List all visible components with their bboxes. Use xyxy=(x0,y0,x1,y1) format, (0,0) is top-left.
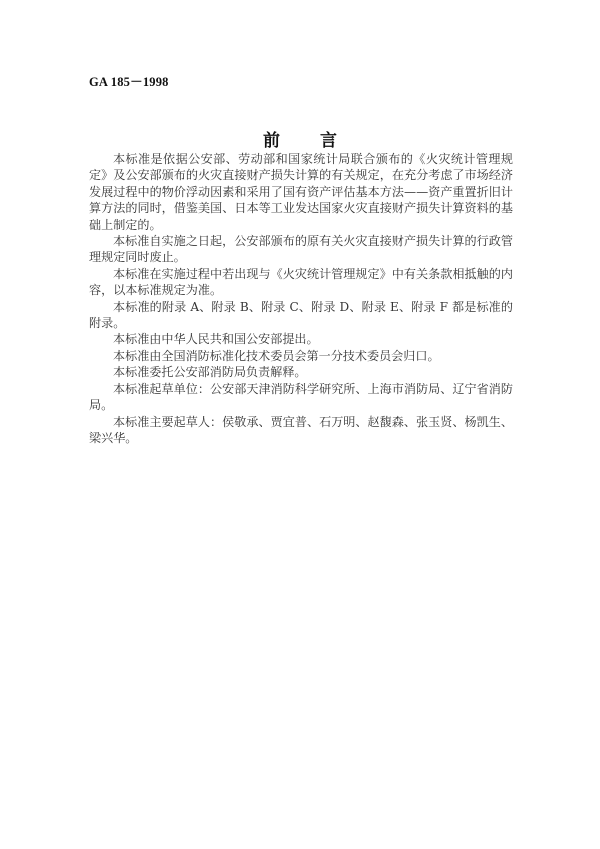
paragraph-drafting-units: 本标准起草单位：公安部天津消防科学研究所、上海市消防局、辽宁省消防局。 xyxy=(89,381,513,413)
title-char-2: 言 xyxy=(320,131,337,151)
paragraph-interpretation: 本标准委托公安部消防局负责解释。 xyxy=(113,365,307,380)
paragraph-appendices: 本标准的附录 A、附录 B、附录 C、附录 D、附录 E、附录 F 都是标准的附录。 xyxy=(89,299,513,331)
title-char-1: 前 xyxy=(263,131,280,151)
foreword-body xyxy=(89,151,513,446)
paragraph-drafters: 本标准主要起草人：侯敬承、贾宜普、石万明、赵馥森、张玉贤、杨凯生、梁兴华。 xyxy=(89,414,513,445)
page-title xyxy=(0,126,600,151)
paragraph-precedence: 本标准在实施过程中若出现与《火灾统计管理规定》中有关条款相抵触的内容，以本标准规定为准。 xyxy=(89,266,513,298)
standard-code: GA 185－1998 xyxy=(89,75,169,89)
paragraph-repeal: 本标准自实施之日起，公安部颁布的原有关火灾直接财产损失计算的行政管理规定同时废止。 xyxy=(89,234,513,265)
paragraph-basis: 本标准是依据公安部、劳动部和国家统计局联合颁布的《火灾统计管理规定》及公安部颁布的火灾直接财产损失计算的有关规定，在充分考虑了市场经济发展过程中的物价浮动因素和采用了国有资产评估基本方法——资产重置折旧计算方法的同时，借鉴美国、日本等工业发达国家火灾直接财产损失计算资料的基础上制定的。 xyxy=(89,152,513,232)
paragraph-proposer: 本标准由中华人民共和国公安部提出。 xyxy=(113,332,319,347)
paragraph-committee: 本标准由全国消防标准化技术委员会第一分技术委员会归口。 xyxy=(113,348,440,363)
